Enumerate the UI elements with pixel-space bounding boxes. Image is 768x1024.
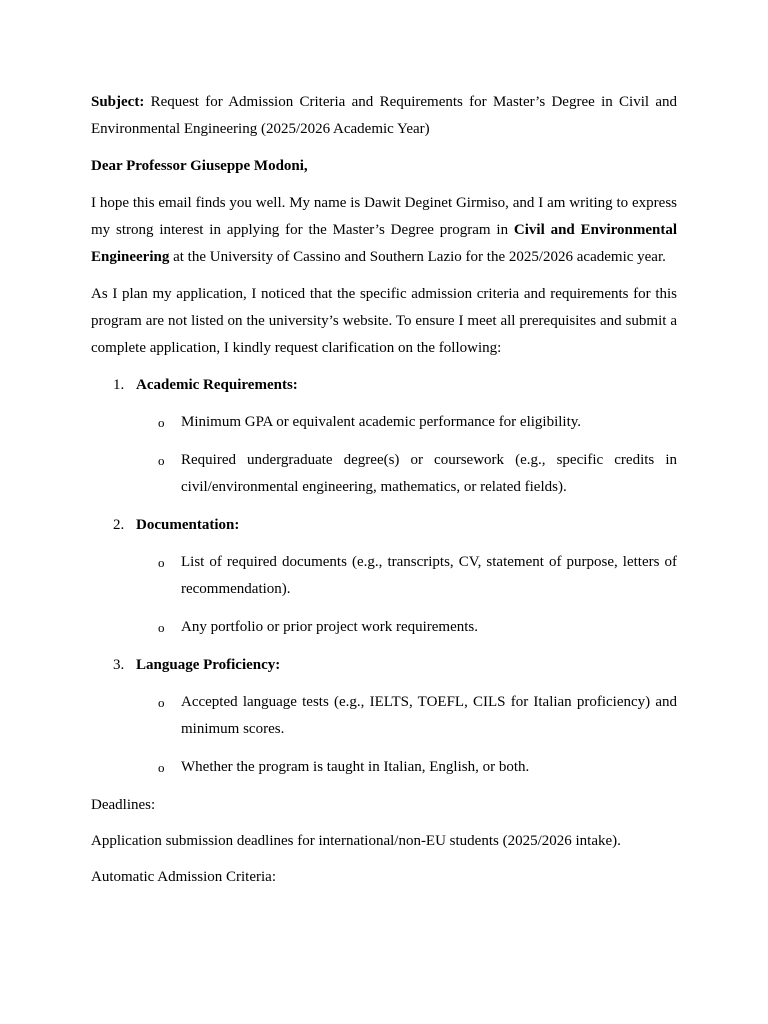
list-item-language: [91, 652, 677, 781]
subject-text: Request for Admission Criteria and Requirements for Master’s Degree in Civil and Environmental Engineering (2025/2026 Academic Year): [91, 94, 677, 137]
circle-bullet-icon: o: [158, 453, 165, 468]
intro-program-name: Civil and Environmental Engineering: [91, 222, 678, 265]
deadlines-label: Deadlines:: [91, 797, 156, 813]
list-item-academic: [91, 372, 677, 501]
sub-item-text: Any portfolio or prior project work requirements.: [181, 619, 479, 635]
sub-list: [91, 689, 677, 781]
circle-bullet-icon: o: [158, 620, 165, 635]
sub-list-item: [91, 614, 677, 641]
list-number: 1.: [113, 377, 125, 393]
circle-bullet-icon: o: [158, 695, 165, 710]
sub-list-item: [91, 549, 677, 603]
sub-list-item: [91, 409, 677, 436]
list-number: 3.: [113, 657, 125, 673]
sub-item-text: Required undergraduate degree(s) or coursework (e.g., specific credits in civil/environmental engineering, mathematics, or related fields).: [181, 452, 677, 495]
request-paragraph: As I plan my application, I noticed that the specific admission criteria and requirements for this program are not listed on the university’s website. To ensure I meet all prerequisites and submit a complete application, I kindly request clarification on the following:: [91, 286, 677, 356]
document-page: [91, 89, 677, 900]
deadlines-text: Application submission deadlines for international/non-EU students (2025/2026 intake).: [91, 833, 621, 849]
sub-list-item: [91, 754, 677, 781]
circle-bullet-icon: o: [158, 555, 165, 570]
list-item-documentation: [91, 512, 677, 641]
section-title: Language Proficiency:: [136, 657, 281, 673]
auto-admission-label: Automatic Admission Criteria:: [91, 869, 276, 885]
greeting: Dear Professor Giuseppe Modoni,: [91, 158, 308, 174]
sub-item-text: Minimum GPA or equivalent academic performance for eligibility.: [181, 414, 582, 430]
circle-bullet-icon: o: [158, 760, 165, 775]
intro-part2: at the University of Cassino and Southern Lazio for the 2025/2026 academic year.: [169, 249, 666, 265]
sub-item-text: Whether the program is taught in Italian, English, or both.: [181, 759, 530, 775]
sub-list: [91, 549, 677, 641]
subject-line: [91, 89, 677, 143]
section-title: Academic Requirements:: [136, 377, 298, 393]
sub-list-item: [91, 447, 677, 501]
intro-paragraph: [91, 190, 677, 271]
circle-bullet-icon: o: [158, 415, 165, 430]
sub-item-text: List of required documents (e.g., transcripts, CV, statement of purpose, letters of recommendation).: [181, 554, 677, 597]
requirements-list: [91, 372, 677, 781]
section-title: Documentation:: [136, 517, 240, 533]
list-number: 2.: [113, 517, 125, 533]
sub-list: [91, 409, 677, 501]
subject-label: Subject:: [91, 94, 145, 110]
intro-part1: I hope this email finds you well. My name is Dawit Deginet Girmiso, and I am writing to express my strong interest in applying for the Master’s Degree program in: [91, 195, 677, 238]
sub-item-text: Accepted language tests (e.g., IELTS, TOEFL, CILS for Italian proficiency) and minimum scores.: [181, 694, 677, 737]
sub-list-item: [91, 689, 677, 743]
